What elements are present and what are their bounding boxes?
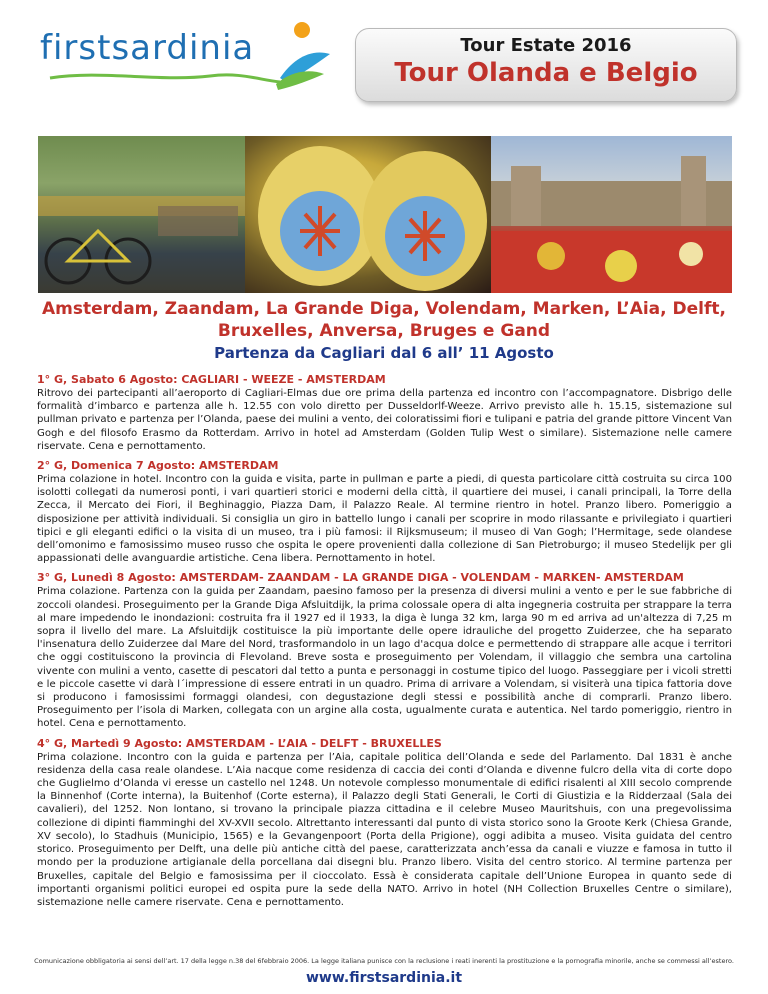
day-1 [37,373,732,453]
departure-dates: Partenza da Cagliari dal 6 all’ 11 Agosto [214,344,554,362]
tour-title-box [355,28,737,102]
tour-title: Tour Olanda e Belgio [394,58,698,88]
day-3 [37,571,732,730]
photo-amsterdam-canal-bikes [38,136,245,293]
day-title: 1° G, Sabato 6 Agosto: CAGLIARI - WEEZE - AMSTERDAM [37,373,386,386]
day-description: Ritrovo dei partecipanti all’aeroporto di Cagliari-Elmas due ore prima della partenza ed incontro con l’accompagnatore. Disbrigo delle formalità d’imbarco e partenza alle h. 12.55 con volo diretto per Dusseldorlf-Weeze. Arrivo previsto alle h. 15.15, sistemazione sul pullman privato e partenza per l’Olanda, paese dei mulini a vento, dei coloratissimi fiori e tulipani e patria del grande pittore Vincent Van Gogh e del filosofo Erasmo da Rotterdam. Arrivo in hotel ad Amsterdam (Golden Tulip West o similare). Sistemazione nelle camere riservate. Cena e pernottamento. [37,388,732,452]
destinations-line-2: Bruxelles, Anversa, Bruges e Gand [217,321,551,341]
day-description: Prima colazione. Incontro con la guida e partenza per l’Aia, capitale politica dell’Olanda e sede del Parlamento. Dal 1831 è anche residenza della casa reale olandese. L’Aia nacque come residenza di caccia dei conti d’Olanda e divenne fulcro della vita di corte dopo che Guglielmo d’Olanda vi eresse un castello nel 1248. Un notevole complesso monumentale di edifici risalenti al XIII secolo comprende la Binnenhof (Corte interna), la Buitenhof (Corte esterna), il Palazzo degli Stati Generali, le Corti di Giustizia e la Ridderzaal (Sala dei cavalieri), del 1252. Non lontano, si trovano la principale piazza cittadina e il celebre Museo Mauritshuis, con una pregevolissima collezione di dipinti fiamminghi del XV-XVII secolo. Altrettanto interessanti dal punto di vista storico sono la Groote Kerk (Chiesa Grande, XV secolo), lo Stadhuis (Municipio, 1565) e la Gevangenpoort (Porta della Prigione), oggi adibita a museo. Visita guidata del centro storico. Proseguimento per Delft, una delle più antiche città del paese, caratterizzata anch’essa da canali e viuzze e famosa in tutto il mondo per la produzione artigianale della porcellana dai disegni blu. Pranzo libero. Visita del centro storico. Al termine partenza per Bruxelles, capitale del Belgio e famosissima per il cioccolato. Essà è considerata capitale dell’Unione Europea in quanto sede di importanti organismi politici europei ed ospita pure la sede della NATO. Arrivo in hotel (NH Collection Bruxelles Centre o similare), sistemazione nelle camere riservate. Cena e pernottamento. [37,751,732,908]
day-description: Prima colazione in hotel. Incontro con la guida e visita, parte in pullman e parte a piedi, di questa particolare città costruita su circa 100 isolotti collegati da numerosi ponti, i vari quartieri storici e moderni della città, il quartiere dei musei, i canali principali, la Torre della Zecca, il Mercato dei Fiori, il Beghinaggio, Piazza Dam, il Palazzo Reale. Al termine rientro in hotel. Pranzo libero. Pomeriggio a disposizione per attività individuali. Si consiglia un giro in battello lungo i canali per scoprire in modo rilassante e privilegiato i quartieri tipici e gli eleganti edifici o la visita di un museo, tra i più famosi: il Rijksmuseum; il museo di Van Gogh; l’Hermitage, sede olandese dell’omonimo e famosissimo museo russo che ospita le opere provenienti dalla collezione di San Pietroburgo; il museo Stedelijk per gli appassionati delle avanguardie artistiche. Cena libera. Pernottamento in hotel. [37,474,732,565]
photo-brussels-flower-carpet [491,136,732,293]
header [0,0,768,130]
legal-note: Comunicazione obbligatoria ai sensi dell’art. 17 della legge n.38 del 6febbraio 2006. La legge italiana punisce con la reclusione i reati inerenti la prostituzione e la pornografia minorile, anche se commessi all’estero. [34,957,734,965]
photo-dutch-clogs [245,136,491,293]
day-description: Prima colazione. Partenza con la guida per Zaandam, paesino famoso per la presenza di diversi mulini a vento e per le sue fabbriche di zoccoli olandesi. Proseguimento per la Grande Diga Afsluitdijk, la prima colossale opera di alta ingegneria costruita per strappare la terra al mare impedendo le inondazioni: costruita fra il 1927 ed il 1933, la diga è lunga 32 km, larga 90 m ed arriva ad un'altezza di 7,25 m sopra il livello del mare. La Afsluitdijk costituisce la più importante delle opere idrauliche del progetto Zuiderzee, che ha separato l'insenatura dello Zuiderzee dal Mare del Nord, trasformandolo in un lago d'acqua dolce e permettendo di strappare alle acque i territori che oggi costituiscono la provincia di Flevoland. Breve sosta e proseguimento per Volendam, il villaggio che sembra una cartolina vivente con mulini a vento, casette di pescatori dal tetto a punta e personaggi in costume tipico del luogo. Passeggiare per i vicoli stretti e le piccole casette vi darà l´impressione di essere entrati in un quadro. Prima di arrivare a Volendam, si visiterà una tipica fattoria dove si producono i famosissimi formaggi olandesi, con degustazione degli stessi e possibilità anche di comprarli. Pranzo libero. Proseguimento per l’isola di Marken, collegata con un argine alla costa, ugualmente curata e autentica. Nel tardo pomeriggio, rientro in hotel. Cena e pernottamento. [37,586,732,730]
day-title: 4° G, Martedì 9 Agosto: AMSTERDAM - L’AIA - DELFT - BRUXELLES [37,736,442,750]
itinerary [37,373,732,915]
day-4 [37,737,732,909]
logo [40,20,340,100]
photo-strip [38,136,732,293]
logo-text: firstsardinia [40,28,255,68]
day-title: 2° G, Domenica 7 Agosto: AMSTERDAM [37,459,279,473]
website-link[interactable]: www.firstsardinia.it [305,970,463,986]
tour-destinations [0,298,768,342]
destinations-line-1: Amsterdam, Zaandam, La Grande Diga, Volendam, Marken, L’Aia, Delft, [42,299,726,319]
day-title: 3° G, Lunedì 8 Agosto: AMSTERDAM- ZAANDAM - LA GRANDE DIGA - VOLENDAM - MARKEN- AMSTERDAM [37,571,684,585]
tour-season: Tour Estate 2016 [460,35,632,56]
day-2 [37,459,732,565]
